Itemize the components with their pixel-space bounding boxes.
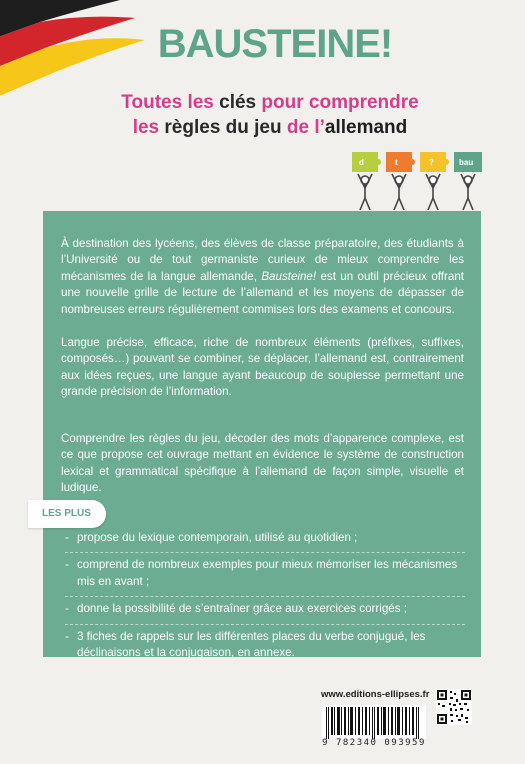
list-item — [65, 629, 465, 668]
book-title: BAUSTEINE! — [157, 22, 393, 66]
subtitle-keyword-cles: clés — [219, 92, 257, 113]
plus-list — [65, 530, 465, 671]
puzzle-label: d — [359, 158, 364, 167]
book-title-inline: Bausteine! — [261, 269, 317, 283]
bullet-dash: - — [65, 558, 69, 572]
isbn-number: 9 782340 093959 — [322, 738, 426, 748]
subtitle-text: pour comprendre — [256, 92, 419, 113]
list-item — [65, 530, 465, 553]
subtitle-keyword-regles: règles du jeu — [164, 117, 282, 138]
list-item — [65, 601, 465, 624]
puzzle-label: ? — [429, 158, 434, 167]
book-subtitle — [100, 90, 440, 140]
subtitle-text: de l’ — [281, 117, 325, 138]
subtitle-text: Toutes les — [121, 92, 220, 113]
puzzle-label: t — [395, 158, 398, 167]
description-panel — [43, 211, 481, 660]
list-item-text: donne la possibilité de s’entraîner grâce aux exercices corrigés ; — [77, 602, 407, 616]
list-item-text: comprend de nombreux exemples pour mieux mémoriser les mécanismes mis en avant ; — [77, 558, 458, 588]
qr-code[interactable] — [436, 689, 472, 725]
description-paragraph-2: Langue précise, efficace, riche de nombreux éléments (préfixes, suffixes, composés…) pouvant se combiner, se déplacer, l’allemand est, contrairement aux idées reçues, une langue ayant beaucoup de souplesse permettant une grande précision de l’information. — [61, 336, 464, 399]
paragraph-text: est un outil précieux offrant une nouvelle grille de lecture de l’allemand et les moyens de dépasser de nombreuses erreurs régulièrement commises lors des examens et concours. — [61, 269, 464, 316]
description-paragraph-3: Comprendre les règles du jeu, décoder des mots d’apparence complexe, est ce que propose cet ouvrage mettant en évidence le système de construction lexical et grammatical spécifique à l’allemand de façon simple, visuelle et ludique. — [61, 432, 464, 495]
subtitle-keyword-allemand: allemand — [324, 117, 408, 138]
list-item-text: propose du lexique contemporain, utilisé au quotidien ; — [77, 531, 358, 544]
puzzle-label: bau — [459, 158, 474, 167]
puzzle-people-illustration — [350, 148, 490, 214]
list-item-text: 3 fiches de rappels sur les différentes places du verbe conjugué, les déclinaisons et la conjugaison, en annexe. — [77, 629, 426, 660]
subtitle-text: les — [132, 117, 165, 138]
bullet-dash: - — [65, 531, 69, 544]
description-paragraph-1 — [61, 236, 464, 318]
les-plus-tag: LES PLUS — [28, 500, 106, 528]
barcode — [322, 705, 426, 739]
publisher-url[interactable]: www.editions-ellipses.fr — [321, 689, 430, 700]
bullet-dash: - — [65, 602, 69, 616]
bullet-dash: - — [65, 629, 69, 643]
paragraph-text: À destination des lycéens, des élèves de classe préparatoire, des étudiants à l’Université ou de tout germaniste curieux de mieux comprendre les mécanismes de la langue allemande, — [61, 237, 464, 283]
list-item — [65, 557, 465, 597]
